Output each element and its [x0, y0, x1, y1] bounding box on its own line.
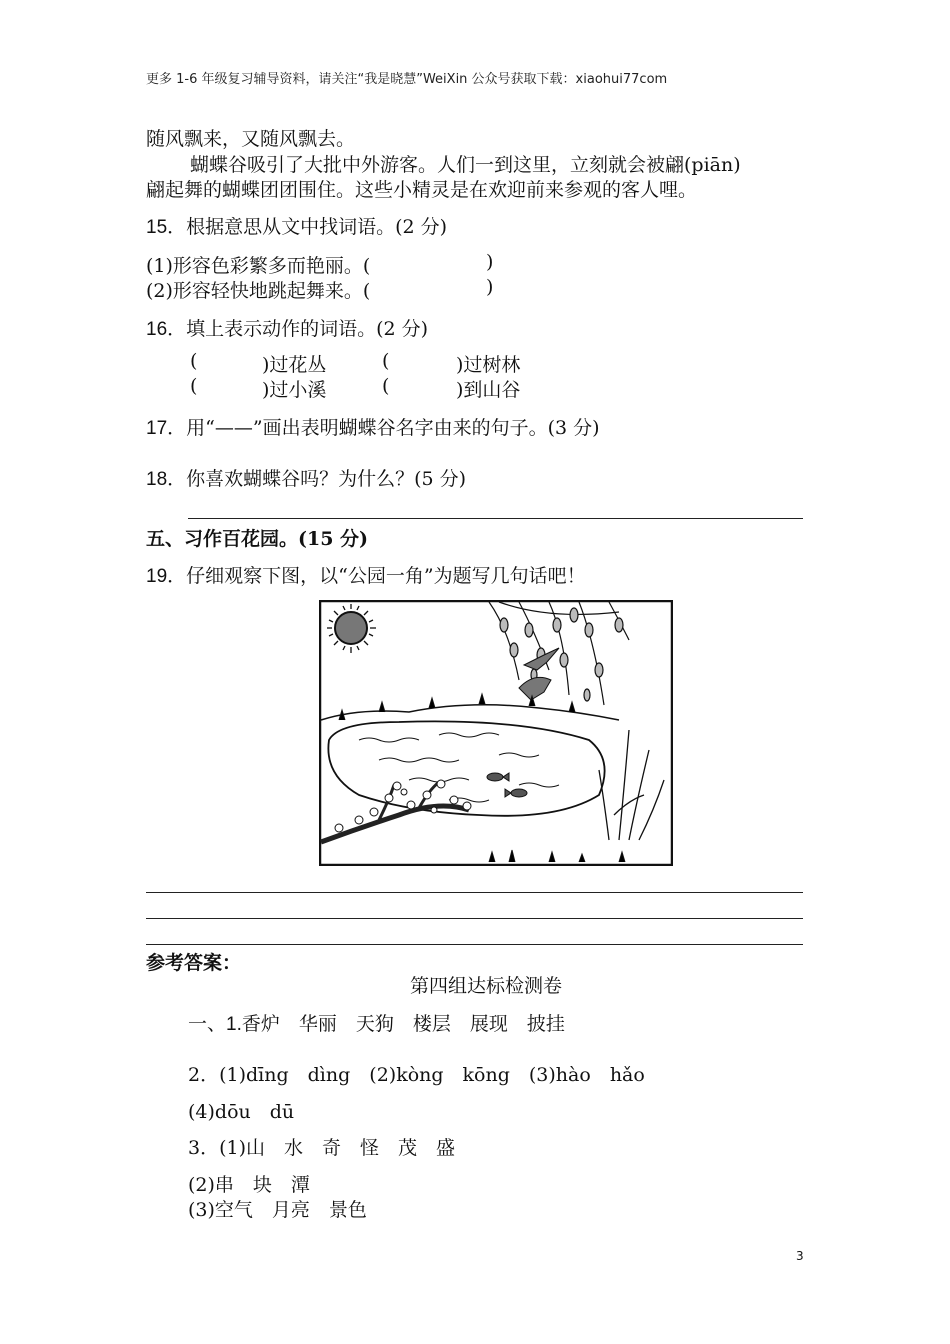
- answer-3-line-3: (3)空气 月亮 景色: [188, 1199, 367, 1221]
- question-number: 15．: [146, 217, 187, 238]
- q15-sub-2: [146, 276, 370, 303]
- q16-item: )过树林: [456, 354, 521, 376]
- park-corner-illustration: [319, 600, 673, 866]
- question-text: 根据意思从文中找词语。(2 分): [186, 216, 448, 238]
- answer-2-line-1: 2．(1)dīng dìng (2)kòng kōng (3)hào hǎo: [188, 1064, 645, 1086]
- answer-1-words: 香炉 华丽 天狗 楼层 展现 披挂: [241, 1013, 565, 1035]
- section-5-title: 五、习作百花园。(15 分): [146, 528, 369, 550]
- q16-blank-open: (: [190, 350, 198, 372]
- page-number: 3: [796, 1249, 804, 1263]
- answers-title: 第四组达标检测卷: [410, 975, 563, 997]
- answer-1-prefix: 一、1.: [188, 1014, 242, 1035]
- answer-3-line-1: 3．(1)山 水 奇 怪 茂 盛: [188, 1137, 456, 1159]
- answer-1: [188, 1009, 565, 1036]
- answers-heading: 参考答案：: [146, 952, 242, 974]
- question-number: 19．: [146, 566, 187, 587]
- q15-sub-1-text: (1)形容色彩繁多而艳丽。(: [146, 255, 371, 277]
- q16-blank-open: (: [382, 350, 390, 372]
- passage-line-3: 翩起舞的蝴蝶团团围住。这些小精灵是在欢迎前来参观的客人哩。: [146, 179, 698, 201]
- question-text: 填上表示动作的词语。(2 分): [186, 318, 429, 340]
- writing-line: [146, 944, 803, 945]
- passage-line-1: 随风飘来，又随风飘去。: [146, 128, 356, 150]
- question-number: 18．: [146, 469, 187, 490]
- q16-item: )过小溪: [262, 379, 327, 401]
- question-text: 仔细观察下图，以“公园一角”为题写几句话吧！: [186, 565, 586, 587]
- question-text: 用“——”画出表明蝴蝶谷名字由来的句子。(3 分): [186, 417, 600, 439]
- passage-line-2: 蝴蝶谷吸引了大批中外游客。人们一到这里，立刻就会被翩(piān): [190, 154, 741, 176]
- writing-line: [146, 918, 803, 919]
- question-number: 17．: [146, 418, 187, 439]
- question-18: [146, 464, 466, 491]
- answer-3-line-2: (2)串 块 潭: [188, 1174, 310, 1196]
- q15-sub-1: [146, 251, 370, 278]
- question-15: [146, 212, 447, 239]
- q16-blank-open: (: [382, 375, 390, 397]
- page-header: 更多 1-6 年级复习辅导资料，请关注“我是晓慧”WeiXin 公众号获取下载：xiaohui77com: [146, 72, 668, 87]
- q15-sub-2-text: (2)形容轻快地跳起舞来。(: [146, 280, 371, 302]
- question-17: [146, 413, 600, 440]
- question-text: 你喜欢蝴蝶谷吗？为什么？(5 分): [186, 468, 467, 490]
- question-number: 16．: [146, 319, 187, 340]
- question-19: [146, 561, 586, 588]
- answer-line: [188, 518, 803, 519]
- q16-item: )过花丛: [262, 354, 327, 376]
- question-16: [146, 314, 428, 341]
- q15-sub-1-close: ): [486, 251, 494, 273]
- q16-item: )到山谷: [456, 379, 521, 401]
- q16-blank-open: (: [190, 375, 198, 397]
- answer-2-line-2: (4)dōu dū: [188, 1101, 295, 1123]
- q15-sub-2-close: ): [486, 276, 494, 298]
- writing-line: [146, 892, 803, 893]
